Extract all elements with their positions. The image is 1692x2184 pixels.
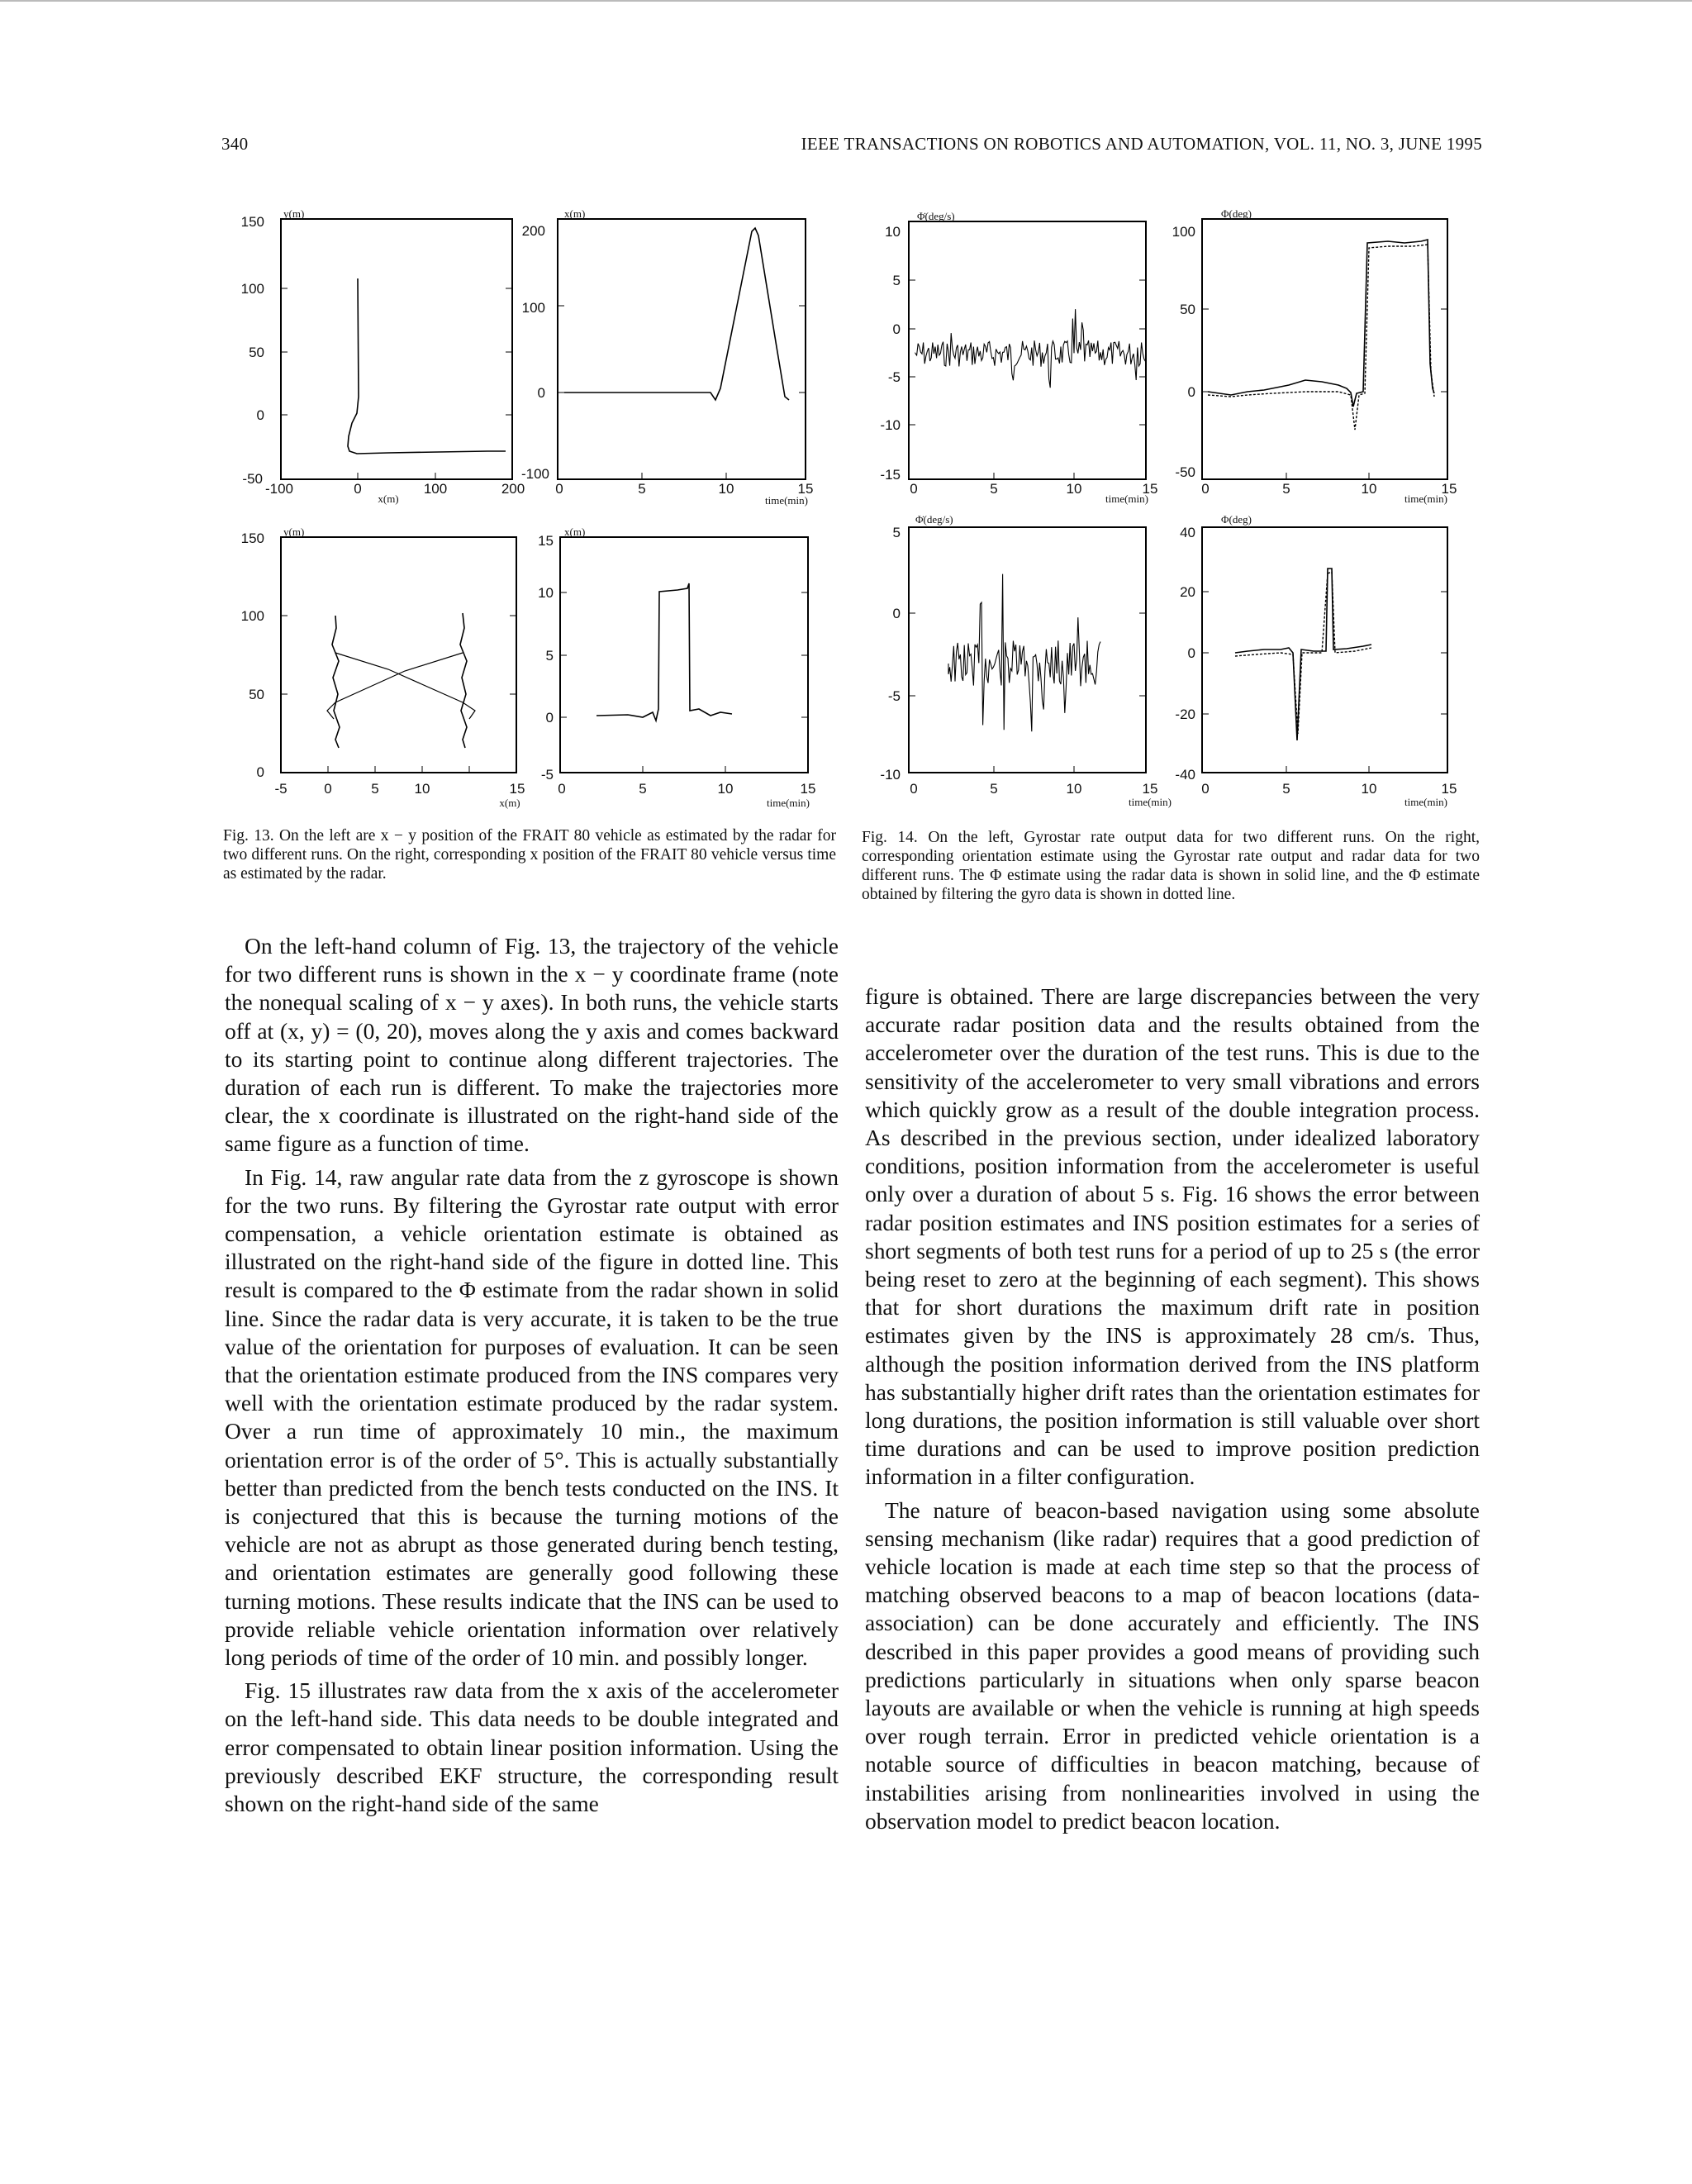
y-tick-label: 5 — [892, 273, 901, 288]
y-axis-label: Φ(deg) — [1221, 207, 1252, 220]
x-axis-label: time(min) — [1404, 796, 1447, 808]
x-tick-label: 10 — [1066, 781, 1082, 797]
plot-frame — [281, 537, 516, 773]
x-tick-label: -100 — [264, 481, 294, 497]
y-ticks — [1175, 525, 1447, 783]
x-axis-label: x(m) — [378, 492, 399, 505]
x-ticks — [1201, 766, 1457, 797]
fig14-panel-orientation-run1 — [1172, 207, 1457, 505]
y-axis-label: x(m) — [564, 526, 586, 538]
y-tick-label: 0 — [537, 385, 545, 401]
x-tick-label: 0 — [324, 781, 332, 797]
radar-orientation-solid — [1208, 240, 1434, 407]
x-tick-label: 5 — [1282, 481, 1290, 497]
y-tick-label: -20 — [1175, 707, 1195, 722]
x-axis-label: time(min) — [1404, 492, 1447, 505]
y-tick-label: 10 — [885, 224, 901, 240]
y-tick-label: -15 — [880, 467, 901, 483]
x-tick-label: 15 — [1441, 481, 1457, 497]
y-tick-label: 0 — [892, 606, 901, 621]
y-tick-label: 0 — [1187, 384, 1195, 400]
x-axis-label: time(min) — [1105, 492, 1148, 505]
y-tick-label: 0 — [256, 407, 264, 423]
page-top-rule — [0, 0, 1692, 2]
y-tick-label: 50 — [249, 345, 264, 360]
fig13-caption: Fig. 13. On the left are x − y position of the FRAIT 80 vehicle as estimated by the radar for two different runs. On the right, corresponding x position of the FRAIT 80 vehicle versus time as estimated by the radar. — [223, 827, 836, 883]
x-tick-label: 10 — [1361, 481, 1377, 497]
x-tick-label: 0 — [1201, 481, 1210, 497]
x-tick-label: 0 — [558, 781, 566, 797]
fig13-panel-xy-run2 — [241, 526, 525, 809]
page-number: 340 — [221, 134, 249, 154]
x-tick-label: 15 — [800, 781, 816, 797]
x-tick-label: 0 — [354, 481, 362, 497]
plot-frame — [560, 537, 808, 773]
trajectory-line-left — [332, 616, 340, 748]
x-tick-label: 5 — [638, 481, 646, 497]
y-tick-label: 0 — [545, 710, 554, 726]
y-tick-label: 0 — [892, 321, 901, 337]
paragraph: The nature of beacon-based navigation using some absolute sensing mechanism (like radar) requires that a good prediction of vehicle location is made at each time step so that the process of matching observed beacons to a map of beacon locations (data-association) can be done accurately and efficiently. The INS described in this paper provides a good means of providing such predictions particularly in situations when only sparse beacon layouts are available or when the vehicle is running at high speeds over rough terrain. Error in predicted vehicle orientation is a notable source of difficulties in beacon matching, because of instabilities arising from nonlinearities involved in using the observation model to predict beacon location. — [865, 1496, 1480, 1834]
y-axis-label: Φ(deg) — [1221, 513, 1252, 526]
y-tick-label: 100 — [1172, 224, 1195, 240]
y-ticks — [1172, 224, 1447, 480]
x-tick-label: 5 — [639, 781, 647, 797]
y-tick-label: 100 — [240, 608, 264, 624]
y-tick-label: 150 — [240, 214, 264, 230]
gyro-orientation-dotted — [1208, 245, 1434, 430]
x-tick-label: 10 — [717, 781, 734, 797]
fig13-panel-x-vs-time-run2 — [538, 526, 815, 809]
y-axis-label: Φ̇(deg/s) — [915, 513, 953, 526]
journal-title: IEEE TRANSACTIONS ON ROBOTICS AND AUTOMATION, VOL. 11, NO. 3, JUNE 1995 — [801, 134, 1482, 154]
x-axis-label: time(min) — [767, 797, 810, 809]
y-tick-label: 50 — [1180, 302, 1195, 317]
y-tick-label: 150 — [240, 531, 264, 546]
x-tick-label: 5 — [990, 781, 998, 797]
y-tick-label: 40 — [1180, 525, 1195, 540]
x-tick-label: 0 — [910, 481, 918, 497]
x-tick-label: 200 — [501, 481, 525, 497]
x-position-line — [596, 583, 732, 721]
fig13-panel-x-vs-time-run1 — [521, 207, 813, 507]
y-tick-label: -10 — [880, 417, 901, 433]
figure-13 — [215, 205, 851, 816]
paragraph: On the left-hand column of Fig. 13, the trajectory of the vehicle for two different runs is shown in the x − y coordinate frame (note the nonequal scaling of x − y axes). In both runs, the vehicle starts off at (x, y) = (0, 20), moves along the y axis and comes backward to its starting point to continue along different trajectories. The duration of each run is different. To make the trajectories more clear, the x coordinate is illustrated on the right-hand side of the same figure as a function of time. — [225, 933, 839, 1157]
y-axis-label: x(m) — [564, 207, 586, 220]
plot-frame — [281, 219, 512, 479]
trajectory-line — [348, 278, 506, 454]
x-tick-label: 15 — [1142, 781, 1158, 797]
radar-orientation-solid — [1235, 569, 1371, 740]
y-axis-label: y(m) — [283, 207, 305, 220]
y-tick-label: 0 — [256, 764, 264, 780]
fig14-caption: Fig. 14. On the left, Gyrostar rate output data for two different runs. On the right, corresponding orientation estimate using the Gyrostar rate output and radar data for two different runs. The Φ estimate using the radar data is shown in solid line, and the Φ estimate obtained by filtering the gyro data is shown in dotted line. — [862, 829, 1480, 903]
body-left-column — [225, 932, 839, 1818]
y-tick-label: 10 — [538, 585, 554, 601]
x-position-line — [564, 228, 789, 400]
trajectory-line-right — [460, 613, 467, 748]
figure-14 — [867, 205, 1512, 816]
y-tick-label: 100 — [521, 300, 545, 316]
running-head — [221, 134, 1482, 155]
y-tick-label: 100 — [240, 281, 264, 297]
x-tick-label: 5 — [990, 481, 998, 497]
x-ticks — [558, 766, 815, 797]
plot-frame — [909, 527, 1146, 773]
y-tick-label: 200 — [521, 223, 545, 239]
y-tick-label: -100 — [520, 466, 549, 482]
x-tick-label: 15 — [1441, 781, 1457, 797]
x-tick-label: 10 — [1066, 481, 1082, 497]
fig13-panel-xy-run1 — [241, 207, 525, 505]
plot-frame — [558, 219, 806, 479]
gyro-rate-signal — [948, 574, 1100, 732]
y-tick-label: 5 — [545, 648, 554, 664]
y-tick-label: -10 — [880, 767, 901, 783]
x-ticks — [274, 766, 525, 797]
x-tick-label: 15 — [1142, 481, 1158, 497]
paragraph: In Fig. 14, raw angular rate data from the z gyroscope is shown for the two runs. By filtering the Gyrostar rate output with error compensation, a vehicle orientation estimate is obtained as illustrated on the right-hand side of the figure in dotted line. This result is compared to the Φ estimate from the radar shown in solid line. Since the radar data is very accurate, it is taken to be the true value of the orientation for purposes of evaluation. It can be seen that the orientation estimate produced from the INS compares very well with the orientation estimate produced by the radar system. Over a run time of approximately 10 min., the maximum orientation error is of the order of 5°. This is actually substantially better than predicted from the bench tests conducted on the INS. It is conjectured that this is because the turning motions of the vehicle are not as abrupt as those generated during bench testing, and orientation estimates are generally good following these turning motions. These results indicate that the INS can be used to provide reliable vehicle orientation information over relatively long periods of time of the order of 10 min. and possibly longer. — [225, 1163, 839, 1671]
y-ticks — [241, 531, 516, 780]
fig14-panel-rate-run2 — [880, 513, 1172, 808]
y-tick-label: -50 — [242, 471, 263, 487]
x-tick-label: 0 — [910, 781, 918, 797]
y-tick-label: 50 — [249, 687, 264, 702]
x-axis-label: time(min) — [765, 494, 808, 507]
x-tick-label: 5 — [371, 781, 379, 797]
x-tick-label: 10 — [1361, 781, 1377, 797]
y-tick-label: 0 — [1187, 645, 1195, 661]
x-tick-label: 10 — [718, 481, 734, 497]
x-tick-label: 10 — [414, 781, 430, 797]
y-axis-label: Φ̇(deg/s) — [917, 210, 955, 222]
x-tick-label: 5 — [1282, 781, 1290, 797]
y-tick-label: -5 — [887, 688, 901, 704]
y-tick-label: -5 — [887, 369, 901, 385]
x-tick-label: 15 — [797, 481, 814, 497]
trajectory-crossing-1 — [335, 653, 475, 719]
paragraph: figure is obtained. There are large discrepancies between the very accurate radar position data and the results obtained from the accelerometer over the duration of the test runs. This is due to the sensitivity of the accelerometer to very small vibrations and errors which quickly grow as a result of the double integration process. As described in the previous section, under idealized laboratory conditions, position information from the accelerometer is useful only over a duration of about 5 s. Fig. 16 shows the error between radar position estimates and INS position estimates for a series of short segments of both test runs for a period of up to 25 s (the error being reset to zero at the beginning of each segment). This shows that for short durations the maximum drift rate in position estimates given by the INS is approximately 28 cm/s. Thus, although the position information derived from the INS platform has substantially higher drift rates than the orientation estimates for long durations, the position information is still valuable over short time durations and can be used to improve position prediction information in a filter configuration. — [865, 983, 1480, 1490]
x-tick-label: -5 — [274, 781, 288, 797]
x-ticks — [910, 766, 1157, 797]
paragraph: Fig. 15 illustrates raw data from the x axis of the accelerometer on the left-hand side. This data needs to be double integrated and error compensated to obtain linear position information. Using the previously described EKF structure, the corresponding result shown on the right-hand side of the same — [225, 1677, 839, 1817]
x-tick-label: 0 — [1201, 781, 1210, 797]
y-tick-label: 5 — [892, 525, 901, 540]
plot-frame — [1202, 219, 1447, 479]
fig14-panel-orientation-run2 — [1175, 513, 1457, 808]
x-tick-label: 0 — [555, 481, 563, 497]
x-tick-label: 15 — [509, 781, 525, 797]
gyro-orientation-dotted — [1235, 572, 1371, 734]
gyro-rate-signal — [915, 309, 1145, 388]
x-axis-label: x(m) — [499, 797, 520, 809]
x-ticks — [555, 473, 813, 497]
y-tick-label: -5 — [540, 767, 554, 783]
y-axis-label: y(m) — [283, 526, 305, 538]
y-tick-label: -40 — [1175, 767, 1195, 783]
y-ticks — [880, 224, 1146, 483]
y-tick-label: 15 — [538, 533, 554, 549]
plot-frame — [1202, 527, 1447, 773]
fig14-panel-rate-run1 — [880, 210, 1157, 505]
x-tick-label: 100 — [423, 481, 448, 497]
y-tick-label: -50 — [1175, 464, 1195, 480]
body-right-column — [865, 983, 1480, 1835]
y-tick-label: 20 — [1180, 584, 1195, 600]
x-axis-label: time(min) — [1129, 796, 1172, 808]
trajectory-crossing-2 — [327, 653, 463, 719]
y-ticks — [538, 533, 808, 783]
